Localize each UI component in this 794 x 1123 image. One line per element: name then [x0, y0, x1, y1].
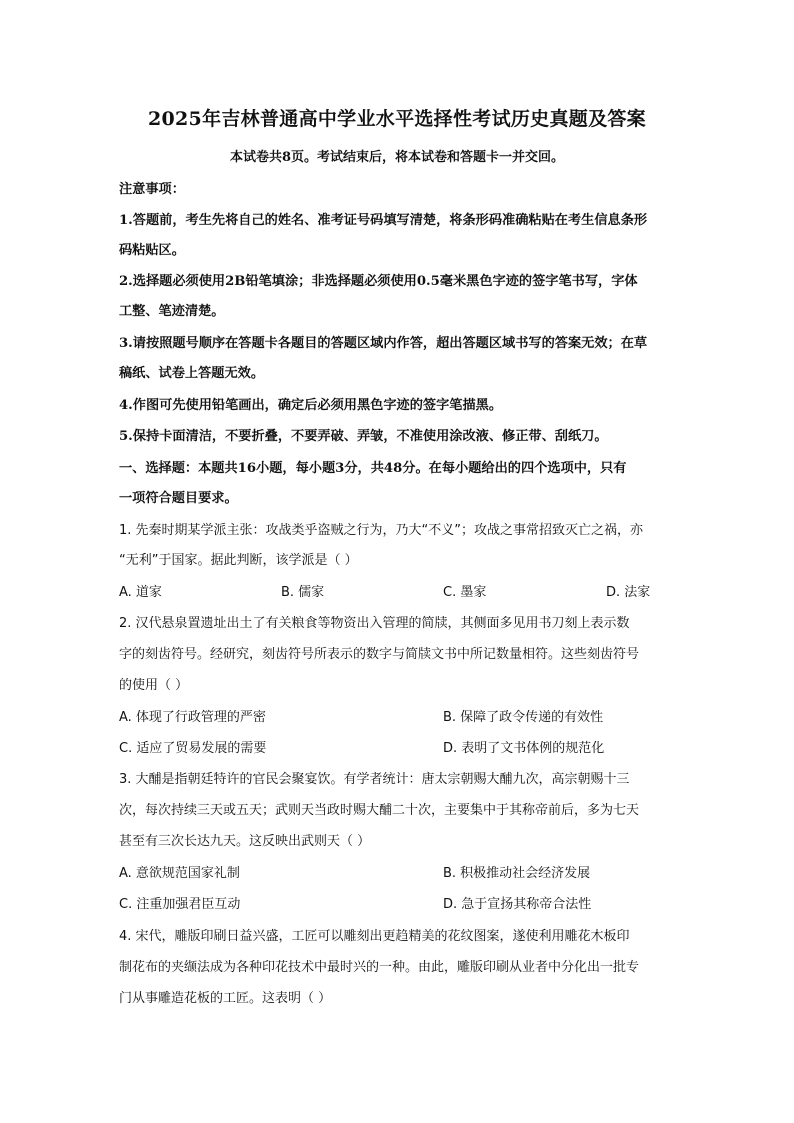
note-line: 1.答题前，考生先将自己的姓名、准考证号码填写清楚，将条形码准确粘贴在考生信息条形 [119, 213, 648, 228]
note-line: 3.请按照题号顺序在答题卡各题目的答题区域内作答，超出答题区域书写的答案无效；在草 [119, 336, 648, 351]
note-line: 2.选择题必须使用2B铅笔填涂；非选择题必须使用0.5毫米黑色字迹的签字笔书写，字体 [119, 274, 638, 289]
question-2-text: 2. 汉代悬泉置遗址出土了有关粮食等物资出入管理的简牍，其侧面多见用书刀刻上表示数 [119, 616, 630, 631]
note-line: 5.保持卡面清洁，不要折叠，不要弄破、弄皱，不准使用涂改液、修正带、刮纸刀。 [119, 429, 608, 444]
question-1-text: 1. 先秦时期某学派主张：攻战类乎盗贼之行为，乃大“不义”；攻战之事常招致灭亡之祸，亦 [119, 523, 644, 538]
question-1-text: “无利”于国家。据此判断，该学派是（ ） [119, 553, 358, 568]
q2-option-d: D. 表明了文书体例的规范化 [443, 741, 605, 756]
page-subtitle: 本试卷共8页。考试结束后，将本试卷和答题卡一并交回。 [229, 150, 565, 165]
question-4-text: 4. 宋代，雕版印刷日益兴盛，工匠可以雕刻出更趋精美的花纹图案，遂使利用雕花木板印 [119, 929, 630, 944]
section-heading: 一、选择题：本题共16小题，每小题3分，共48分。在每小题给出的四个选项中，只有 [119, 461, 627, 476]
question-3-text: 次，每次持续三天或五天；武则天当政时赐大酺二十次，主要集中于其称帝前后，多为七天 [119, 803, 640, 818]
q3-option-a: A. 意欲规范国家礼制 [119, 866, 240, 881]
q3-option-d: D. 急于宣扬其称帝合法性 [443, 897, 592, 912]
note-line: 工整、笔迹清楚。 [119, 304, 225, 319]
q1-option-d: D. 法家 [606, 585, 651, 600]
question-2-text: 的使用（ ） [119, 678, 189, 693]
question-3-text: 3. 大酺是指朝廷特许的官民会聚宴饮。有学者统计：唐太宗朝赐大酺九次，高宗朝赐十三 [119, 772, 630, 787]
q2-option-b: B. 保障了政令传递的有效性 [443, 710, 604, 725]
question-4-text: 门从事雕造花板的工匠。这表明（ ） [119, 991, 332, 1006]
q3-option-c: C. 注重加强君臣互动 [119, 897, 241, 912]
section-heading: 一项符合题目要求。 [119, 491, 238, 506]
question-2-text: 字的刻齿符号。经研究，刻齿符号所表示的数字与简牍文书中所记数量相符。这些刻齿符号 [119, 647, 640, 662]
q1-option-a: A. 道家 [119, 585, 162, 600]
q2-option-a: A. 体现了行政管理的严密 [119, 710, 266, 725]
note-line: 4.作图可先使用铅笔画出，确定后必须用黑色字迹的签字笔描黑。 [119, 398, 503, 413]
question-3-text: 甚至有三次长达九天。这反映出武则天（ ） [119, 834, 371, 849]
q1-option-b: B. 儒家 [281, 585, 325, 600]
q2-option-c: C. 适应了贸易发展的需要 [119, 741, 267, 756]
q3-option-b: B. 积极推动社会经济发展 [443, 866, 591, 881]
question-4-text: 制花布的夹缬法成为各种印花技术中最时兴的一种。由此，雕版印刷从业者中分化出一批专 [119, 960, 640, 975]
note-line: 稿纸、试卷上答题无效。 [119, 366, 265, 381]
note-line: 码粘贴区。 [119, 243, 185, 258]
q1-option-c: C. 墨家 [443, 585, 487, 600]
page-title: 2025年吉林普通高中学业水平选择性考试历史真题及答案 [148, 108, 646, 130]
notes-heading: 注意事项： [119, 182, 185, 197]
